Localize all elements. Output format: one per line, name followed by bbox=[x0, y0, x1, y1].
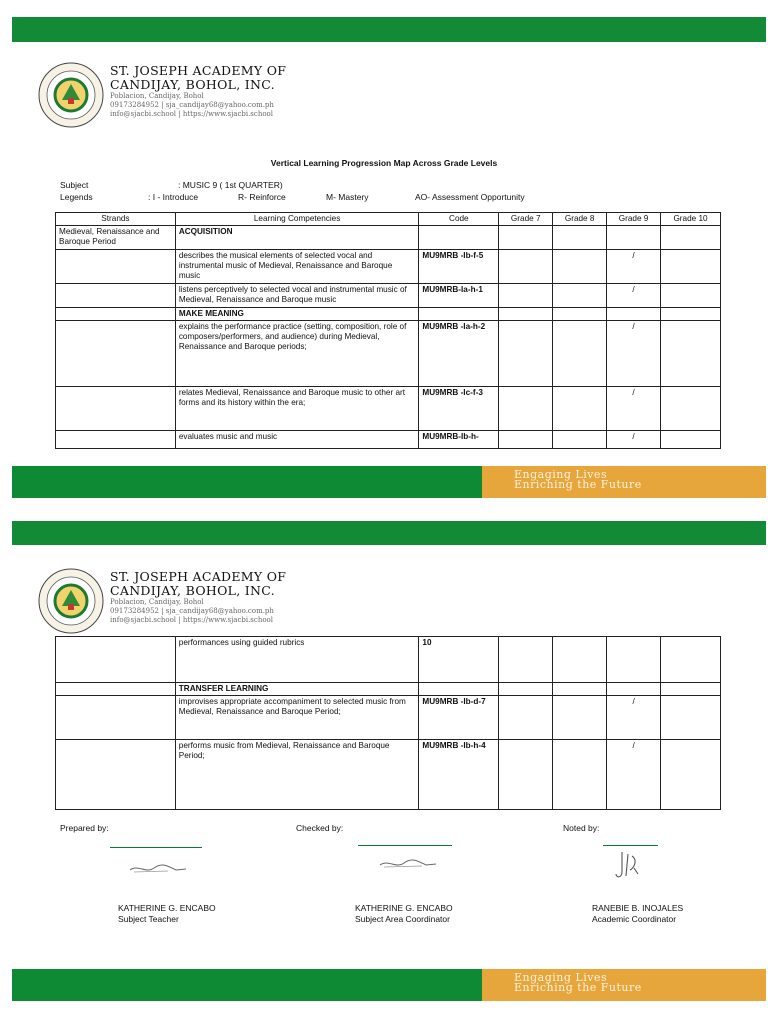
competency: improvises appropriate accompaniment to selected music from Medieval, Renaissance and Baroque Period; bbox=[175, 696, 419, 740]
competency: describes the musical elements of selected vocal and instrumental music of Medieval, Renaissance and Baroque music bbox=[175, 250, 419, 284]
school-info bbox=[110, 64, 286, 119]
subject-label: Subject bbox=[60, 180, 89, 190]
tagline bbox=[482, 969, 766, 1001]
header-grade10: Grade 10 bbox=[661, 213, 721, 226]
grade9-mark: / bbox=[607, 740, 661, 810]
noted-signature-line bbox=[603, 845, 658, 846]
prepared-role: Subject Teacher bbox=[118, 914, 179, 924]
grade9-mark: / bbox=[607, 696, 661, 740]
school-contact2: info@sjacbi.school | https://www.sjacbi.school bbox=[110, 616, 273, 624]
table-row bbox=[56, 321, 721, 387]
table-row bbox=[56, 740, 721, 810]
table-row bbox=[56, 284, 721, 308]
table-row bbox=[56, 226, 721, 250]
noted-signature-icon bbox=[612, 850, 642, 882]
make-meaning-heading: MAKE MEANING bbox=[175, 308, 419, 321]
competency-code: MU9MRB-Ia-h-1 bbox=[419, 284, 499, 308]
school-name-line2: CANDIJAY, BOHOL, INC. bbox=[110, 77, 275, 92]
school-contact2: info@sjacbi.school | https://www.sjacbi.school bbox=[110, 110, 273, 118]
school-name-line1: ST. JOSEPH ACADEMY OF bbox=[110, 569, 287, 584]
school-address: Poblacion, Candijay, Bohol bbox=[110, 598, 204, 606]
checked-signature-line bbox=[358, 845, 452, 846]
page1-top-band bbox=[12, 17, 766, 42]
grade9-mark: / bbox=[607, 250, 661, 284]
legends-label: Legends bbox=[60, 192, 93, 202]
tagline bbox=[482, 466, 766, 498]
legend-reinforce: R- Reinforce bbox=[238, 192, 286, 202]
page2-footer-band bbox=[12, 969, 766, 1001]
school-address: Poblacion, Candijay, Bohol bbox=[110, 92, 204, 100]
header-grade8: Grade 8 bbox=[553, 213, 607, 226]
table-row bbox=[56, 387, 721, 431]
checked-signature-icon bbox=[378, 856, 438, 872]
competency: listens perceptively to selected vocal and instrumental music of Medieval, Renaissance and Baroque music bbox=[175, 284, 419, 308]
acquisition-heading: ACQUISITION bbox=[175, 226, 419, 250]
competency: explains the performance practice (setting, composition, role of composers/performers, and audience) during Medieval, Renaissance and Baroque periods; bbox=[175, 321, 419, 387]
strand-cell: Medieval, Renaissance and Baroque Period bbox=[56, 226, 176, 250]
checked-name: KATHERINE G. ENCABO bbox=[355, 903, 453, 913]
legend-assessment: AO- Assessment Opportunity bbox=[415, 192, 525, 202]
table-row bbox=[56, 696, 721, 740]
table-row bbox=[56, 637, 721, 683]
checked-by-label: Checked by: bbox=[296, 823, 344, 833]
competency-code: MU9MRB -Ib-h-4 bbox=[419, 740, 499, 810]
competency-code: MU9MRB -Ib-f-5 bbox=[419, 250, 499, 284]
school-name-line2: CANDIJAY, BOHOL, INC. bbox=[110, 583, 275, 598]
competency-code: MU9MRB -Ib-d-7 bbox=[419, 696, 499, 740]
prepared-signature-line bbox=[110, 847, 202, 848]
school-contact1: 09173284952 | sja_candijay68@yahoo.com.ph bbox=[110, 101, 274, 109]
checked-role: Subject Area Coordinator bbox=[355, 914, 450, 924]
transfer-heading: TRANSFER LEARNING bbox=[175, 683, 419, 696]
prepared-signature-icon bbox=[128, 860, 188, 876]
page2-top-band bbox=[12, 521, 766, 545]
header-competencies: Learning Competencies bbox=[175, 213, 419, 226]
table-row bbox=[56, 431, 721, 449]
legend-introduce: : I - Introduce bbox=[148, 192, 199, 202]
table-row bbox=[56, 308, 721, 321]
page1-footer-band bbox=[12, 466, 766, 498]
school-seal-icon bbox=[38, 62, 104, 128]
school-contact1: 09173284952 | sja_candijay68@yahoo.com.ph bbox=[110, 607, 274, 615]
subject-value: : MUSIC 9 ( 1st QUARTER) bbox=[178, 180, 283, 190]
page2-letterhead bbox=[38, 568, 398, 638]
legend-mastery: M- Mastery bbox=[326, 192, 369, 202]
grade9-mark: / bbox=[607, 321, 661, 387]
noted-name: RANEBIE B. INOJALES bbox=[592, 903, 684, 913]
competency: performs music from Medieval, Renaissance and Baroque Period; bbox=[175, 740, 419, 810]
noted-by-label: Noted by: bbox=[563, 823, 600, 833]
school-seal-icon bbox=[38, 568, 104, 634]
tagline-line1: Engaging Lives bbox=[514, 971, 608, 984]
tagline-line1: Engaging Lives bbox=[514, 468, 608, 481]
header-strands: Strands bbox=[56, 213, 176, 226]
table-header-row bbox=[56, 213, 721, 226]
tagline-line2: Enriching the Future bbox=[514, 981, 642, 994]
grade9-mark: / bbox=[607, 387, 661, 431]
competency-code: MU9MRB -Ia-h-2 bbox=[419, 321, 499, 387]
competency: relates Medieval, Renaissance and Baroque music to other art forms and its history within the era; bbox=[175, 387, 419, 431]
prepared-by-label: Prepared by: bbox=[60, 823, 109, 833]
noted-role: Academic Coordinator bbox=[592, 914, 677, 924]
header-grade9: Grade 9 bbox=[607, 213, 661, 226]
competency-code: MU9MRB -Ic-f-3 bbox=[419, 387, 499, 431]
prepared-name: KATHERINE G. ENCABO bbox=[118, 903, 216, 913]
document-title: Vertical Learning Progression Map Across Grade Levels bbox=[270, 158, 498, 168]
school-name-line1: ST. JOSEPH ACADEMY OF bbox=[110, 63, 287, 78]
noted-signatory bbox=[592, 903, 683, 925]
progression-table-page2 bbox=[55, 636, 721, 810]
grade9-mark: / bbox=[607, 284, 661, 308]
progression-table-page1 bbox=[55, 212, 721, 449]
header-code: Code bbox=[419, 213, 499, 226]
table-row bbox=[56, 250, 721, 284]
school-info bbox=[110, 570, 286, 625]
tagline-line2: Enriching the Future bbox=[514, 478, 642, 491]
grade9-mark: / bbox=[607, 431, 661, 449]
table-row bbox=[56, 683, 721, 696]
page1-letterhead bbox=[38, 62, 398, 132]
prepared-signatory bbox=[118, 903, 216, 925]
competency: performances using guided rubrics bbox=[175, 637, 419, 683]
checked-signatory bbox=[355, 903, 453, 925]
competency-code: 10 bbox=[419, 637, 499, 683]
header-grade7: Grade 7 bbox=[499, 213, 553, 226]
competency: evaluates music and music bbox=[175, 431, 419, 449]
competency-code: MU9MRB-Ib-h- bbox=[419, 431, 499, 449]
